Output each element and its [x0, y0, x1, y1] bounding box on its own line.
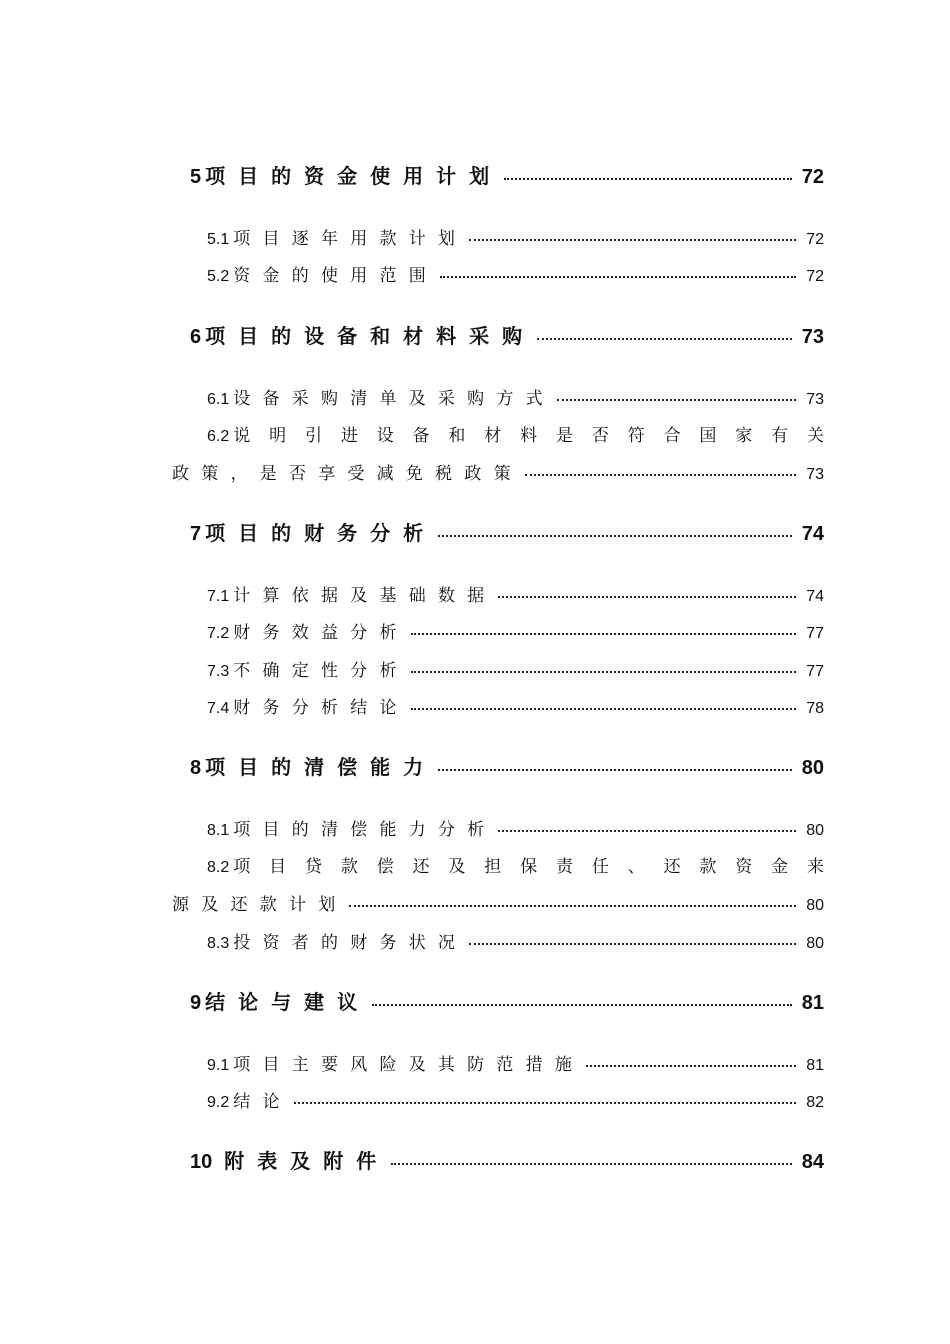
section-number: 6.2 — [207, 428, 230, 445]
dot-leader — [391, 1163, 792, 1165]
page-number: 81 — [801, 992, 824, 1014]
dot-leader — [525, 474, 796, 476]
section-title: 计算依据及基础数据 — [233, 586, 497, 606]
dot-leader — [557, 399, 796, 401]
toc-entry-9-2[interactable] — [207, 1087, 824, 1112]
section-number: 8.1 — [207, 822, 230, 839]
toc-entry-10[interactable] — [190, 1145, 824, 1174]
dot-leader — [440, 276, 796, 278]
section-title: 项目的设备和材料采购 — [205, 324, 536, 348]
page-number: 74 — [801, 523, 824, 545]
page-number: 80 — [806, 822, 824, 839]
section-title: 财务效益分析 — [233, 623, 409, 643]
section-number: 5 — [190, 166, 202, 188]
toc-entry-7-4[interactable] — [207, 693, 824, 718]
dot-leader — [498, 596, 796, 598]
page-number: 80 — [801, 757, 824, 779]
section-number: 5.1 — [207, 231, 230, 248]
page-number: 72 — [806, 231, 824, 248]
section-title: 项目的清偿能力 — [205, 755, 437, 779]
section-title: 资金的使用范围 — [233, 266, 438, 286]
toc-entry-5-1[interactable] — [207, 224, 824, 249]
page-number: 73 — [801, 326, 824, 348]
section-title: 设备采购清单及采购方式 — [233, 389, 555, 409]
toc-entry-6-2[interactable] — [207, 421, 824, 446]
page-number: 78 — [806, 700, 824, 717]
toc-entry-6[interactable] — [190, 320, 824, 349]
section-title-line2: 政策，是否享受减免税政策 — [172, 464, 523, 484]
dot-leader — [411, 633, 797, 635]
section-number: 7.1 — [207, 588, 230, 605]
page-number: 74 — [806, 588, 824, 605]
dot-leader — [349, 905, 796, 907]
toc-entry-7-1[interactable] — [207, 581, 824, 606]
section-title: 项目的财务分析 — [205, 521, 437, 545]
toc-entry-7[interactable] — [190, 517, 824, 546]
section-number: 8 — [190, 757, 202, 779]
dot-leader — [411, 671, 797, 673]
page-number: 82 — [806, 1094, 824, 1111]
toc-entry-8-2-continued[interactable] — [172, 890, 824, 915]
section-title-line1: 项 目 贷 款 偿 还 及 担 保 责 任 、 还 款 资 金 来 — [233, 857, 824, 877]
dot-leader — [586, 1065, 796, 1067]
section-number: 9.2 — [207, 1094, 230, 1111]
dot-leader — [537, 338, 792, 340]
section-number: 6.1 — [207, 391, 230, 408]
toc-entry-6-1[interactable] — [207, 384, 824, 409]
section-number: 9 — [190, 992, 202, 1014]
section-title: 财务分析结论 — [233, 698, 409, 718]
toc-entry-7-3[interactable] — [207, 656, 824, 681]
section-title: 项目的资金使用计划 — [205, 164, 503, 188]
section-title: 项目逐年用款计划 — [233, 229, 468, 249]
dot-leader — [498, 830, 796, 832]
page-number: 80 — [806, 897, 824, 914]
section-number: 7.4 — [207, 700, 230, 717]
toc-entry-8[interactable] — [190, 751, 824, 780]
section-title: 项目的清偿能力分析 — [233, 820, 497, 840]
toc-entry-8-1[interactable] — [207, 815, 824, 840]
dot-leader — [504, 178, 792, 180]
dot-leader — [469, 943, 796, 945]
section-title-line1: 说 明 引 进 设 备 和 材 料 是 否 符 合 国 家 有 关 — [233, 426, 824, 446]
dot-leader — [438, 769, 792, 771]
page-number: 81 — [806, 1057, 824, 1074]
page-number: 80 — [806, 935, 824, 952]
dot-leader — [411, 708, 797, 710]
page-number: 72 — [801, 166, 824, 188]
section-title: 项目主要风险及其防范措施 — [233, 1055, 585, 1075]
section-number: 8.3 — [207, 935, 230, 952]
page-number: 73 — [806, 466, 824, 483]
toc-entry-8-2[interactable] — [207, 852, 824, 877]
page-number: 72 — [806, 268, 824, 285]
section-number: 8.2 — [207, 859, 230, 876]
page-number: 84 — [801, 1151, 824, 1173]
toc-entry-9[interactable] — [190, 986, 824, 1015]
page-number: 77 — [806, 625, 824, 642]
toc-entry-9-1[interactable] — [207, 1050, 824, 1075]
page-number: 77 — [806, 663, 824, 680]
section-number: 10 — [190, 1151, 213, 1173]
dot-leader — [372, 1004, 792, 1006]
toc-entry-6-2-continued[interactable] — [172, 459, 824, 484]
page-number: 73 — [806, 391, 824, 408]
section-number: 7 — [190, 523, 202, 545]
section-title: 结论与建议 — [205, 990, 371, 1014]
section-title: 结论 — [233, 1092, 292, 1112]
toc-entry-5[interactable] — [190, 160, 824, 189]
section-number: 7.3 — [207, 663, 230, 680]
section-title: 不确定性分析 — [233, 661, 409, 681]
toc-entry-5-2[interactable] — [207, 261, 824, 286]
dot-leader — [438, 535, 792, 537]
section-title: 附表及附件 — [224, 1149, 390, 1173]
toc-entry-8-3[interactable] — [207, 928, 824, 953]
toc-entry-7-2[interactable] — [207, 618, 824, 643]
section-number: 7.2 — [207, 625, 230, 642]
section-number: 6 — [190, 326, 202, 348]
dot-leader — [294, 1102, 796, 1104]
section-number: 5.2 — [207, 268, 230, 285]
dot-leader — [469, 239, 796, 241]
section-title: 投资者的财务状况 — [233, 933, 468, 953]
section-number: 9.1 — [207, 1057, 230, 1074]
section-title-line2: 源及还款计划 — [172, 895, 348, 915]
